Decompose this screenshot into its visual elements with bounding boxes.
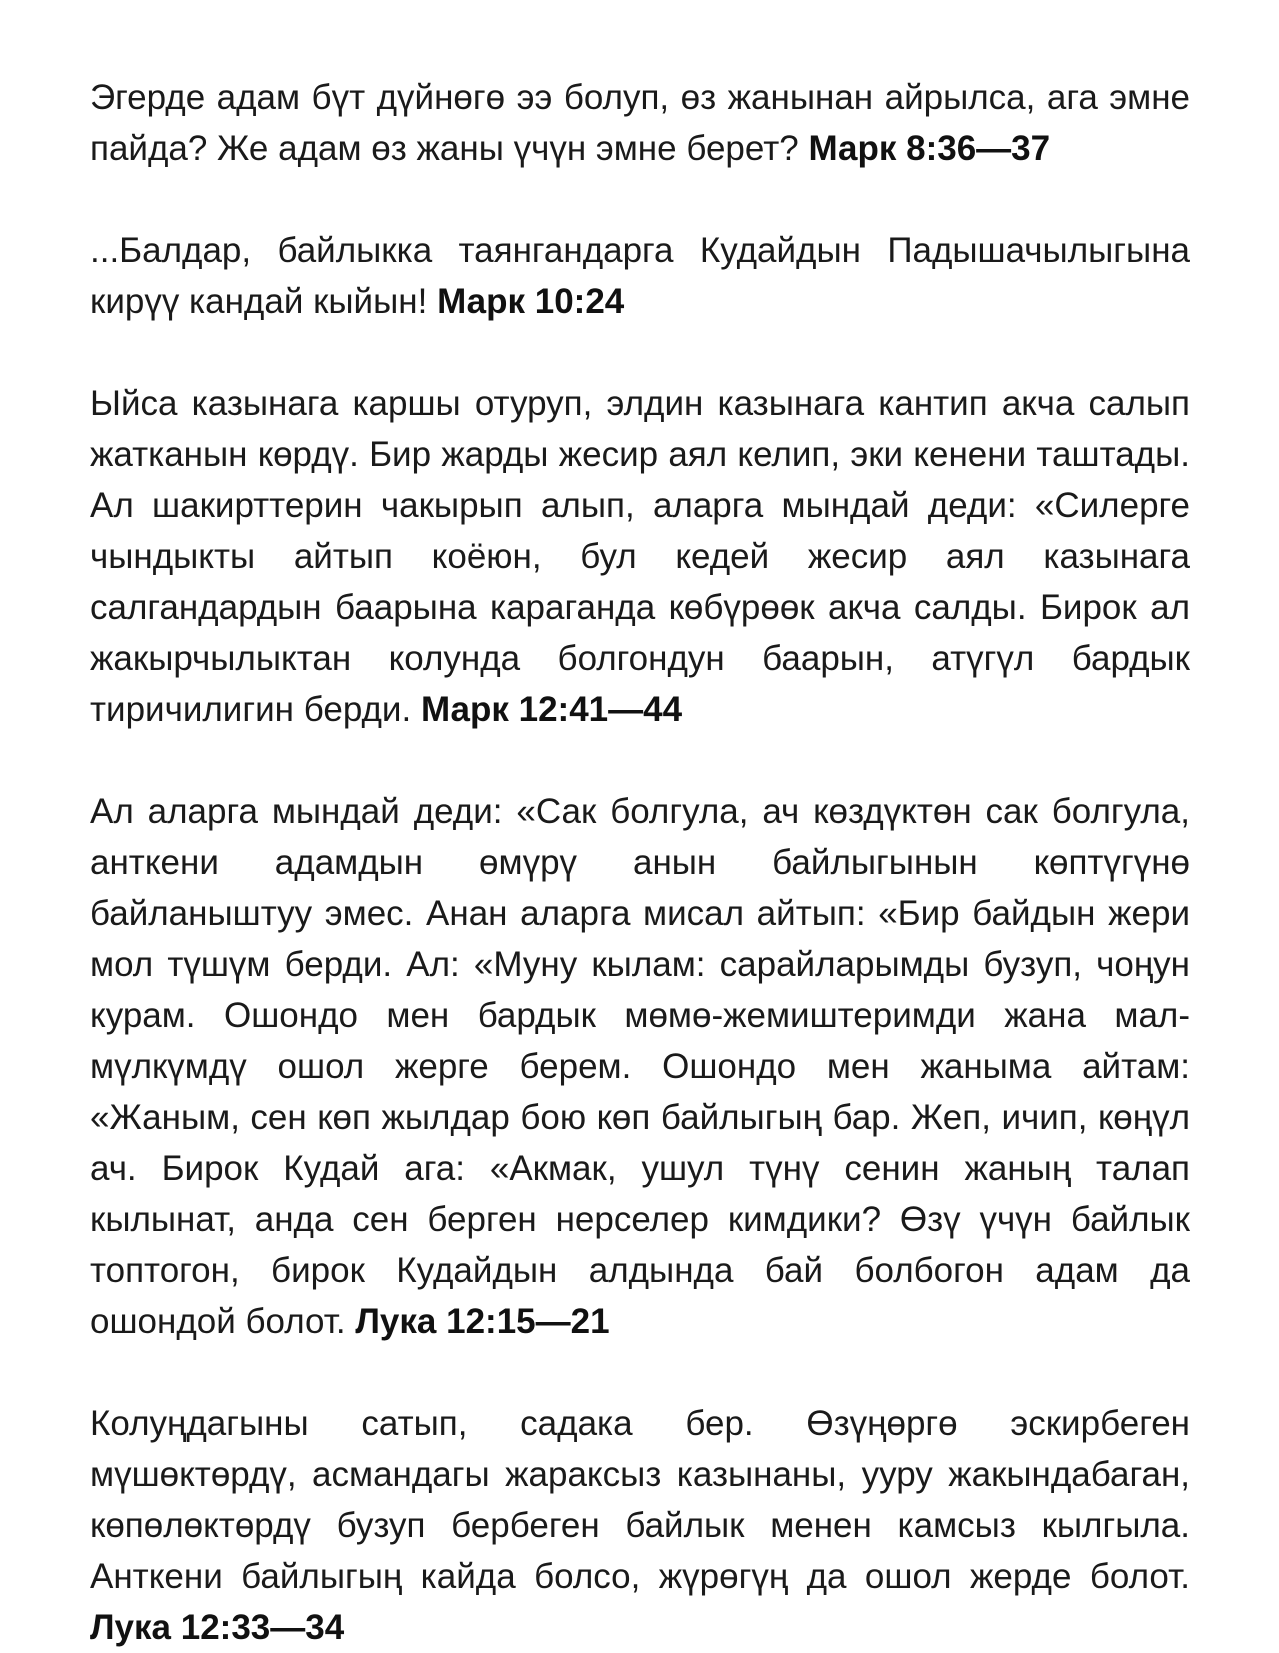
verse-text: ...Балдар, байлыкка таянгандарга Кудайдын Падышачылыгына кирүү кандай кыйын! — [90, 231, 1190, 321]
verse-text: Эгерде адам бүт дүйнөгө ээ болуп, өз жанынан айрылса, ага эмне пайда? Же адам өз жаны үчүн эмне берет? — [90, 78, 1190, 168]
verse-text: Ал аларга мындай деди: «Сак болгула, ач көздүктөн сак болгула, анткени адамдын өмүрү анын байлыгынын көптүгүнө байланыштуу эмес. Анан аларга мисал айтып: «Бир байдын жери мол түшүм берди. Ал: «Муну кылам: сарайларымды бузуп, чоңун курам. Ошондо мен бардык мөмө-жемиштеримди жана мал-мүлкүмдү ошол жерге берем. Ошондо мен жаныма айтам: «Жаным, сен көп жылдар бою көп байлыгың бар. Жеп, ичип, көңүл ач. Бирок Кудай ага: «Акмак, ушул түнү сенин жаның талап кылынат, анда сен берген нерселер кимдики? Өзү үчүн байлык топтогон, бирок Кудайдын алдында бай болбогон адам да ошондой болот. — [90, 792, 1190, 1341]
document-page — [90, 72, 1190, 1653]
verse-paragraph — [90, 72, 1190, 174]
verse-reference: Марк 8:36—37 — [808, 129, 1051, 168]
verse-reference: Лука 12:33—34 — [90, 1608, 345, 1647]
verse-paragraph — [90, 1398, 1190, 1653]
verse-text: Колуңдагыны сатып, садака бер. Өзүңөргө эскирбеген мүшөктөрдү, асмандагы жараксыз казынаны, ууру жакындабаган, көпөлөктөрдү бузуп бербеген байлык менен камсыз кылгыла. Анткени байлыгың кайда болсо, жүрөгүң да ошол жерде болот. — [90, 1404, 1190, 1596]
verse-paragraph — [90, 786, 1190, 1347]
verse-reference: Лука 12:15—21 — [355, 1302, 610, 1341]
verse-paragraph — [90, 378, 1190, 735]
verse-reference: Марк 12:41—44 — [420, 690, 683, 729]
verse-paragraph — [90, 225, 1190, 327]
verse-reference: Марк 10:24 — [437, 282, 625, 321]
verse-text: Ыйса казынага каршы отуруп, элдин казынага кантип акча салып жатканын көрдү. Бир жарды жесир аял келип, эки кенени таштады. Ал шакирттерин чакырып алып, аларга мындай деди: «Силерге чындыкты айтып коёюн, бул кедей жесир аял казынага салгандардын баарына караганда көбүрөөк акча салды. Бирок ал жакырчылыктан колунда болгондун баарын, атүгүл бардык тиричилигин берди. — [90, 384, 1190, 729]
